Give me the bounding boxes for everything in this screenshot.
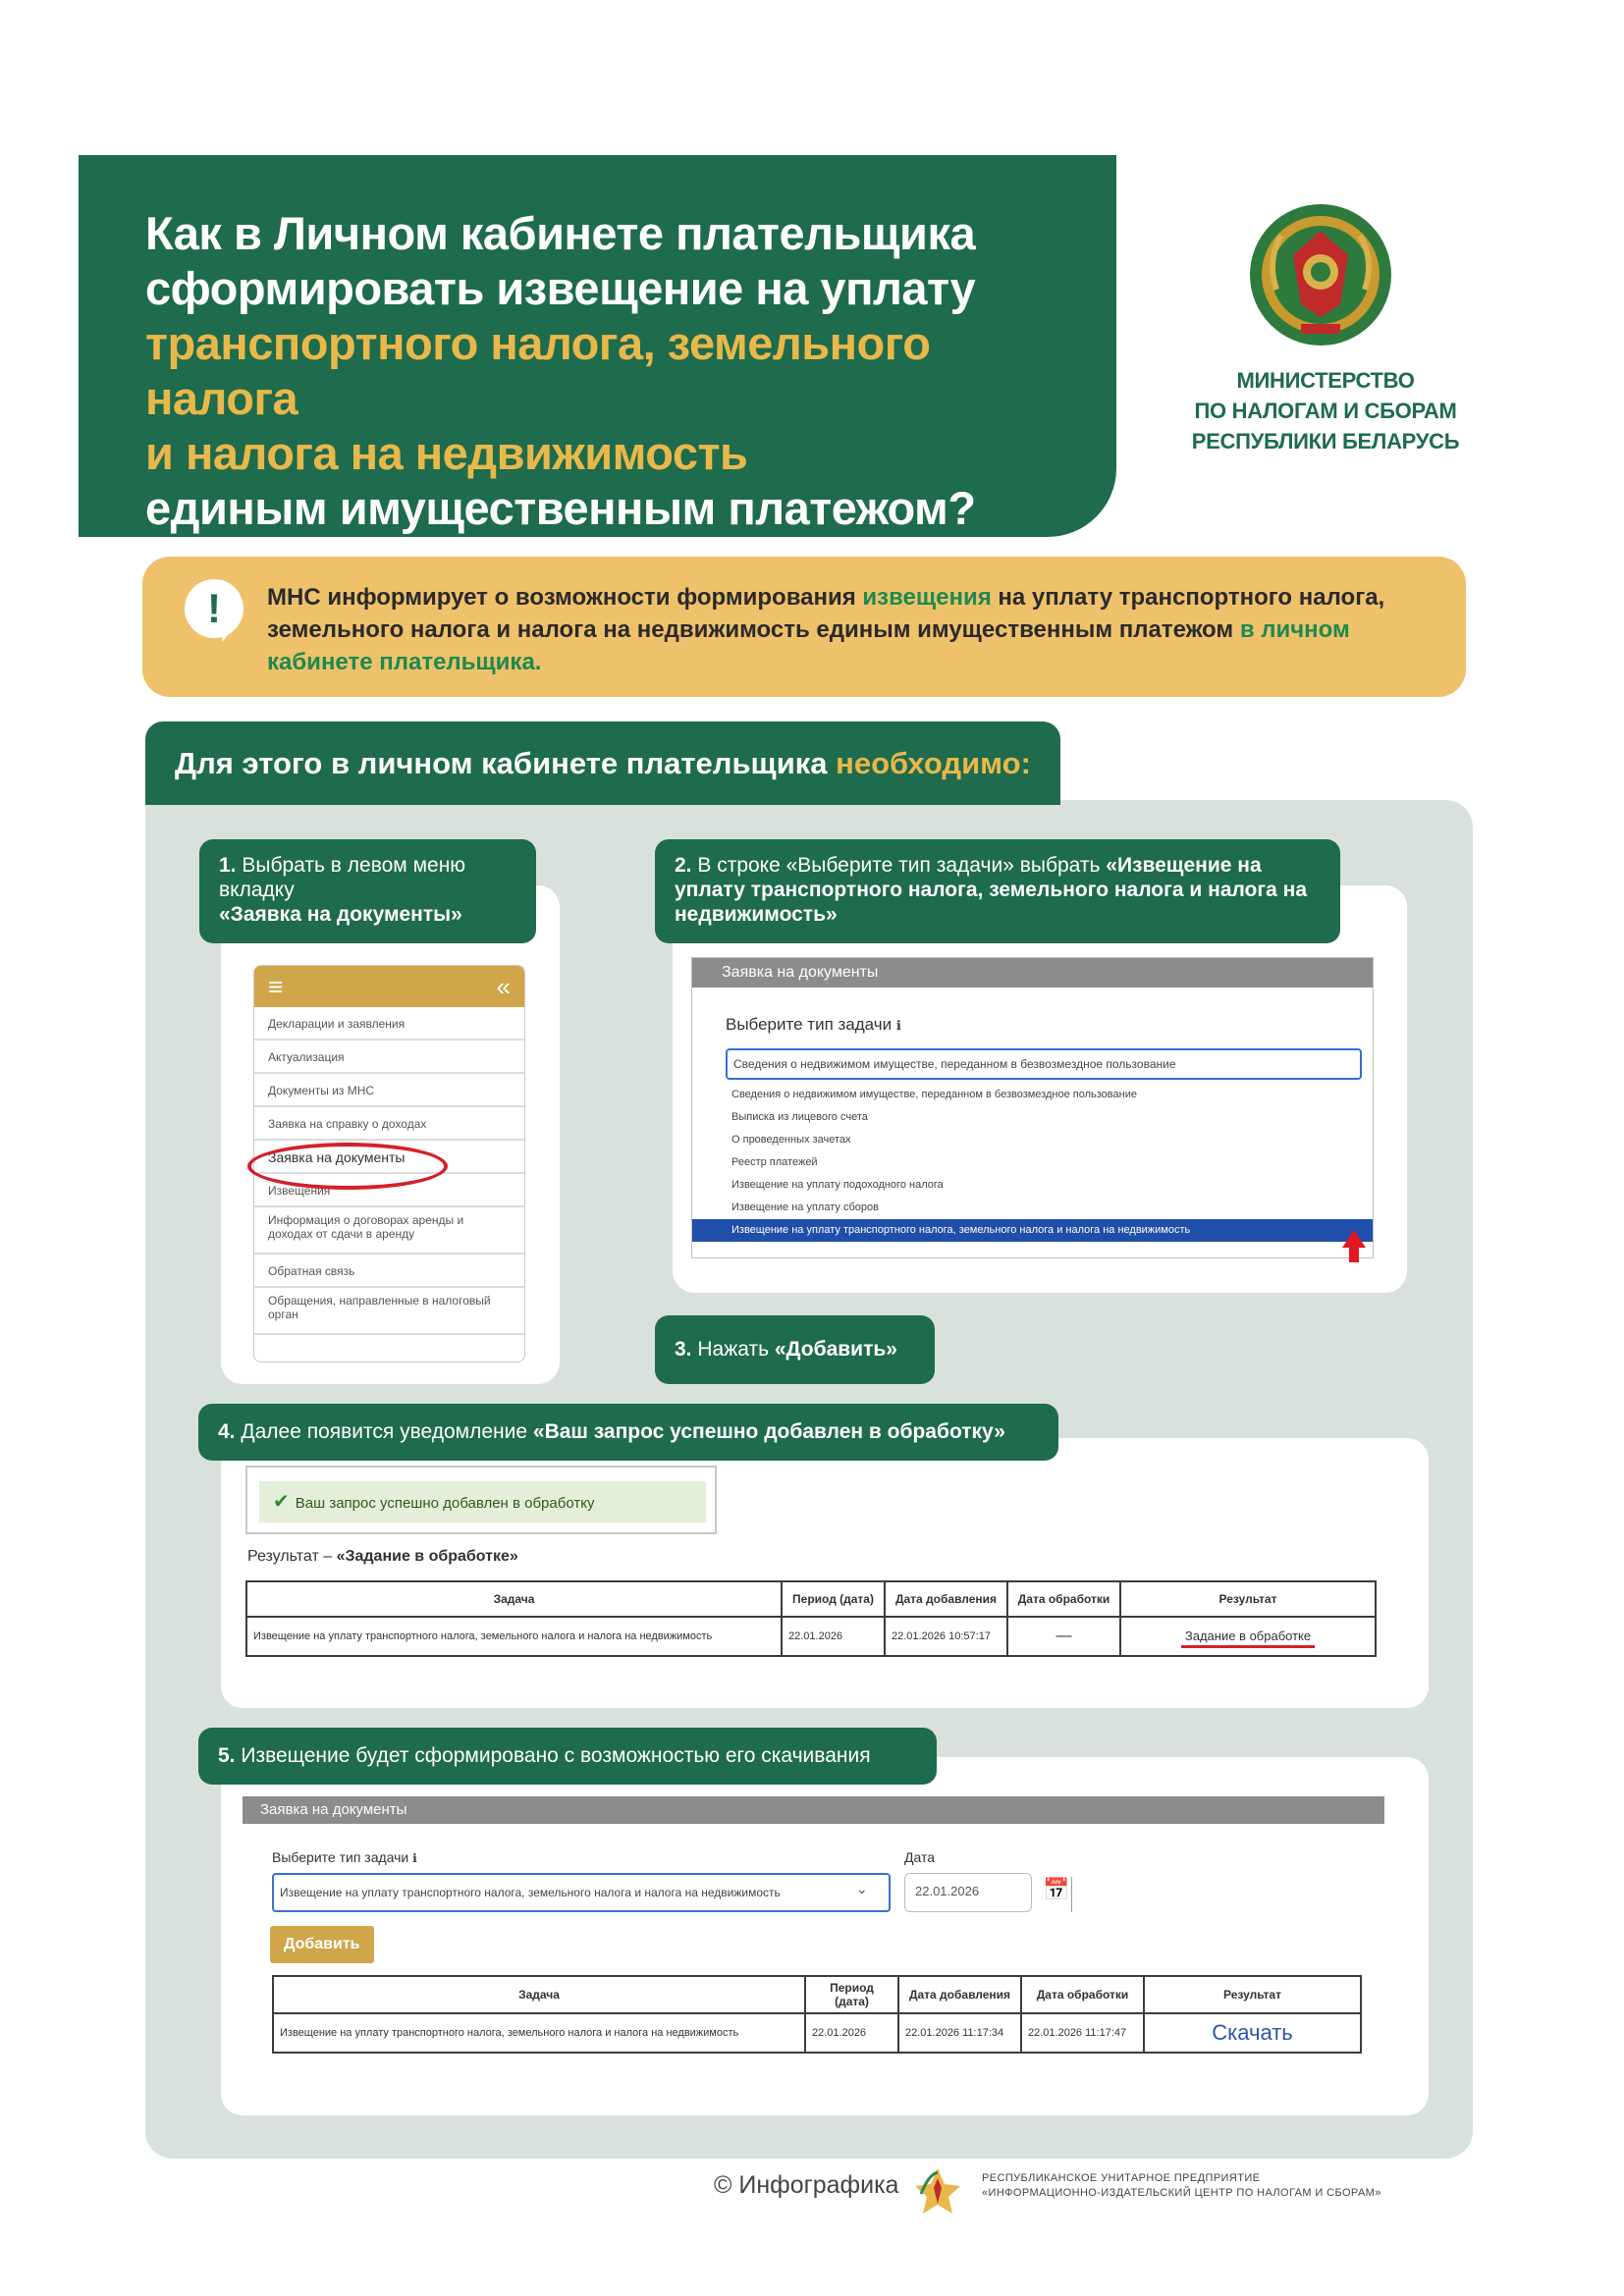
menu-item[interactable]: Извещения xyxy=(254,1174,524,1207)
info-part-3: на уплату транспортного налога, земельного налога и налога на недвижимость единым имущественным платежом xyxy=(267,584,1385,643)
title-highlight-1: транспортного налога, земельного налога xyxy=(145,317,931,424)
hamburger-icon[interactable]: ≡ xyxy=(268,972,284,1001)
select-label: Выберите тип задачи ℹ xyxy=(272,1849,417,1865)
table-row xyxy=(246,1617,1376,1656)
menu-item[interactable]: Информация о договорах аренды и доходах от сдачи в аренду xyxy=(254,1207,524,1255)
title-line-3: единым имущественным платежом? xyxy=(145,482,976,534)
step2-text: В строке «Выберите тип задачи» выбрать xyxy=(697,854,1107,877)
ministry-line-3: РЕСПУБЛИКИ БЕЛАРУСЬ xyxy=(1191,429,1460,454)
info-part-4: в личном кабинете плательщика. xyxy=(267,616,1350,675)
table-header-row xyxy=(246,1581,1376,1617)
step4-num: 4. xyxy=(218,1420,236,1443)
cell-result xyxy=(1120,1617,1376,1656)
window-title: Заявка на документы xyxy=(692,958,1373,988)
task-type-select[interactable]: Извещение на уплату транспортного налога, земельного налога и налога на недвижимость xyxy=(272,1873,891,1912)
cell-period: 22.01.2026 xyxy=(782,1617,885,1656)
calendar-icon[interactable]: 📅 xyxy=(1043,1877,1072,1912)
task-option[interactable]: Выписка из лицевого счета xyxy=(731,1111,868,1123)
chevron-down-icon[interactable]: ⌄ xyxy=(856,1881,868,1896)
step4-text: Далее появится уведомление xyxy=(241,1420,533,1443)
info-part-2: извещения xyxy=(862,584,992,611)
check-icon: ✔ xyxy=(273,1491,290,1513)
task-option-selected[interactable]: Извещение на уплату транспортного налога, земельного налога и налога на недвижимость xyxy=(692,1219,1373,1242)
footer-infographic: © Инфографика xyxy=(714,2171,899,2199)
publisher-name xyxy=(982,2171,1492,2201)
menu-item[interactable]: Обратная связь xyxy=(254,1255,524,1288)
col-task: Задача xyxy=(273,1976,805,2013)
notice-text: Ваш запрос успешно добавлен в обработку xyxy=(295,1495,595,1512)
download-link[interactable]: Скачать xyxy=(1144,2013,1361,2053)
ministry-name xyxy=(1159,365,1492,456)
col-result: Результат xyxy=(1144,1976,1361,2013)
cell-task: Извещение на уплату транспортного налога, земельного налога и налога на недвижимость xyxy=(273,2013,805,2053)
publisher-logo-icon xyxy=(913,2164,962,2216)
menu-item[interactable]: Актуализация xyxy=(254,1041,524,1074)
notice-message xyxy=(259,1481,706,1522)
table-row xyxy=(273,2013,1361,2053)
step2-num: 2. xyxy=(675,854,692,877)
success-notice xyxy=(245,1466,717,1534)
cell-added: 22.01.2026 10:57:17 xyxy=(885,1617,1007,1656)
info-text xyxy=(267,581,1426,678)
task-option[interactable]: Извещение на уплату сборов xyxy=(731,1201,879,1213)
menu-header xyxy=(254,966,524,1007)
col-processed: Дата обработки xyxy=(1007,1581,1120,1617)
publisher-line-1: РЕСПУБЛИКАНСКОЕ УНИТАРНОЕ ПРЕДПРИЯТИЕ xyxy=(982,2172,1261,2184)
date-label: Дата xyxy=(904,1849,936,1865)
section-highlight: необходимо: xyxy=(836,746,1031,780)
publisher-line-2: «ИНФОРМАЦИОННО-ИЗДАТЕЛЬСКИЙ ЦЕНТР ПО НАЛОГАМ И СБОРАМ» xyxy=(982,2187,1381,2199)
task-option[interactable]: О проведенных зачетах xyxy=(731,1134,851,1146)
cell-added: 22.01.2026 11:17:34 xyxy=(898,2013,1021,2053)
task-option[interactable]: Сведения о недвижимом имуществе, переданном в безвозмездное пользование xyxy=(731,1089,1137,1100)
cell-task: Извещение на уплату транспортного налога, земельного налога и налога на недвижимость xyxy=(246,1617,782,1656)
step1-num: 1. xyxy=(219,854,237,877)
menu-item[interactable]: Заявка на справку о доходах xyxy=(254,1107,524,1141)
table-header-row xyxy=(273,1976,1361,2013)
menu-item[interactable]: Обращения, направленные в налоговый орган xyxy=(254,1288,524,1335)
select-label: Выберите тип задачи ℹ xyxy=(726,1015,901,1034)
col-task: Задача xyxy=(246,1581,782,1617)
step5-table xyxy=(272,1975,1362,2054)
step1-text: Выбрать в левом меню вкладку xyxy=(219,854,466,901)
page-title xyxy=(145,206,1088,536)
collapse-icon[interactable]: « xyxy=(496,972,511,1001)
title-line-2: сформировать извещение на уплату xyxy=(145,262,976,314)
options-list xyxy=(692,1084,1373,1242)
menu-item[interactable]: Документы из МНС xyxy=(254,1074,524,1107)
col-processed: Дата обработки xyxy=(1021,1976,1144,2013)
cell-processed: 22.01.2026 11:17:47 xyxy=(1021,2013,1144,2053)
step3-num: 3. xyxy=(675,1338,692,1361)
step1-bold: «Заявка на документы» xyxy=(219,903,462,926)
window-title: Заявка на документы xyxy=(243,1796,1384,1824)
result-bold: «Задание в обработке» xyxy=(336,1548,518,1565)
col-period: Период (дата) xyxy=(805,1976,898,2013)
result-label: Результат – xyxy=(247,1548,337,1565)
ministry-line-1: МИНИСТЕРСТВО xyxy=(1236,368,1415,393)
result-status: Задание в обработке xyxy=(1181,1629,1315,1648)
add-button[interactable]: Добавить xyxy=(270,1926,374,1963)
step4-bold: «Ваш запрос успешно добавлен в обработку» xyxy=(532,1420,1005,1443)
step2-bold: «Извещение на уплату транспортного налога, земельного налога и налога на недвижимость» xyxy=(675,854,1308,926)
col-added: Дата добавления xyxy=(898,1976,1021,2013)
menu-item-documents-request[interactable]: Заявка на документы xyxy=(254,1141,524,1174)
step4-table xyxy=(245,1580,1377,1657)
red-arrow-icon xyxy=(1342,1230,1366,1248)
result-line xyxy=(247,1548,518,1566)
red-arrow-stem xyxy=(1349,1247,1359,1262)
cell-processed: — xyxy=(1007,1617,1120,1656)
ministry-line-2: ПО НАЛОГАМ И СБОРАМ xyxy=(1194,399,1457,423)
title-highlight-2: и налога на недвижимость xyxy=(145,427,748,479)
step3-text: Нажать xyxy=(697,1338,775,1361)
section-heading xyxy=(145,721,1060,805)
menu-item[interactable]: Декларации и заявления xyxy=(254,1007,524,1041)
task-option[interactable]: Извещение на уплату подоходного налога xyxy=(731,1179,944,1191)
task-option[interactable]: Реестр платежей xyxy=(731,1156,818,1168)
step3-label xyxy=(655,1315,935,1384)
step5-text: Извещение будет сформировано с возможностью его скачивания xyxy=(241,1744,871,1767)
step5-window xyxy=(243,1796,1384,2081)
title-line-1: Как в Личном кабинете плательщика xyxy=(145,207,976,259)
cell-period: 22.01.2026 xyxy=(805,2013,898,2053)
step5-num: 5. xyxy=(218,1744,236,1767)
step5-label xyxy=(198,1728,937,1785)
section-text: Для этого в личном кабинете плательщика xyxy=(175,746,837,780)
step1-label xyxy=(199,839,536,943)
col-result: Результат xyxy=(1120,1581,1376,1617)
highlight-oval xyxy=(247,1143,448,1190)
exclamation-icon: ! xyxy=(185,579,244,638)
col-added: Дата добавления xyxy=(885,1581,1007,1617)
ministry-emblem-icon xyxy=(1247,201,1394,348)
step2-label xyxy=(655,839,1340,943)
step3-bold: «Добавить» xyxy=(774,1338,897,1361)
col-period: Период (дата) xyxy=(782,1581,885,1617)
step2-window xyxy=(691,957,1374,1258)
step4-label xyxy=(198,1404,1058,1461)
info-part-1: МНС информирует о возможности формирования xyxy=(267,584,863,611)
date-input[interactable]: 22.01.2026 xyxy=(904,1873,1032,1912)
task-type-select[interactable]: Сведения о недвижимом имуществе, переданном в безвозмездное пользование xyxy=(726,1048,1362,1080)
